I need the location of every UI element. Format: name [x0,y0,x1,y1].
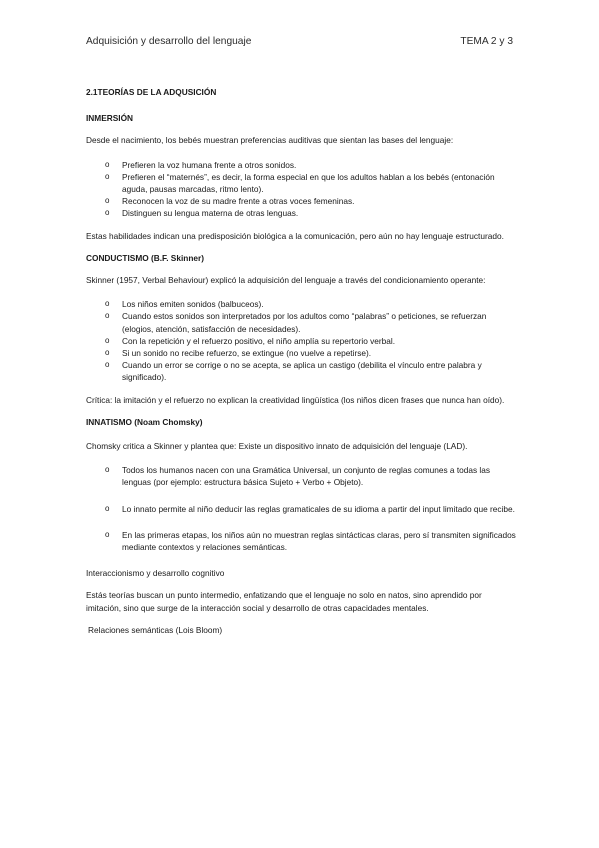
interaccionismo-heading: Interaccionismo y desarrollo cognitivo [86,568,225,579]
innatismo-heading: INNATISMO (Noam Chomsky) [86,416,203,427]
list-item: o Todos los humanos nacen con una Gramática Universal, un conjunto de reglas comunes a todas las lenguas (por ejemplo: estructura básica Sujeto + Verbo + Objeto). [86,464,516,488]
header-topic: TEMA 2 y 3 [460,36,513,47]
inmersion-closing: Estas habilidades indican una predisposición biológica a la comunicación, pero aún no hay lenguaje estructurado. [86,230,504,241]
list-item: o Cuando un error se corrige o no se acepta, se aplica un castigo (debilita el vínculo entre palabra y significado). [86,359,516,383]
section-title: 2.1TEORÍAS DE LA ADQUSICIÓN [86,87,217,97]
inmersion-heading: INMERSIÓN [86,113,134,124]
innatismo-intro: Chomsky critica a Skinner y plantea que: Existe un dispositivo innato de adquisición del lenguaje (LAD). [86,441,468,452]
list-item: o Lo innato permite al niño deducir las reglas gramaticales de su idioma a partir del input limitado que recibe. [86,503,516,515]
list-item: o Prefieren el “maternés”, es decir, la forma especial en que los adultos hablan a los bebés (entonación aguda, pausas marcadas, ritmo lento). [86,171,516,195]
inmersion-intro: Desde el nacimiento, los bebés muestran preferencias auditivas que sientan las bases del lenguaje: [86,135,454,146]
conductismo-heading: CONDUCTISMO (B.F. Skinner) [86,252,205,263]
list-item: o Los niños emiten sonidos (balbuceos). [86,298,516,310]
conductismo-list [86,298,516,383]
list-item: o Reconocen la voz de su madre frente a otras voces femeninas. [86,195,516,207]
list-item: o Distinguen su lengua materna de otras lenguas. [86,207,516,219]
list-item: o Si un sonido no recibe refuerzo, se extingue (no vuelve a repetirse). [86,347,516,359]
list-item: o Cuando estos sonidos son interpretados por los adultos como “palabras” o peticiones, se refuerzan (elogios, atención, satisfacción de necesidades). [86,310,516,334]
page-header [86,36,513,50]
list-item: o Con la repetición y el refuerzo positivo, el niño amplía su repertorio verbal. [86,335,516,347]
relaciones-heading: Relaciones semánticas (Lois Bloom) [88,624,223,635]
conductismo-intro: Skinner (1957, Verbal Behaviour) explicó la adquisición del lenguaje a través del condicionamiento operante: [86,275,486,286]
conductismo-critica: Crítica: la imitación y el refuerzo no explican la creatividad lingüística (los niños dicen frases que nunca han oído). [86,394,505,405]
list-item: o Prefieren la voz humana frente a otros sonidos. [86,159,516,171]
interaccionismo-text: Estás teorías buscan un punto intermedio, enfatizando que el lenguaje no solo en natos, sino aprendido por imitación, sino que surge de la interacción social y desarrollo de otras capacidades mentales. [86,590,482,613]
innatismo-list [86,464,516,553]
document-body [86,86,516,636]
header-course-title: Adquisición y desarrollo del lenguaje [86,36,252,47]
inmersion-list [86,159,516,220]
list-item: o En las primeras etapas, los niños aún no muestran reglas sintácticas claras, pero sí transmiten significados mediante contextos y relaciones semánticas. [86,529,516,553]
